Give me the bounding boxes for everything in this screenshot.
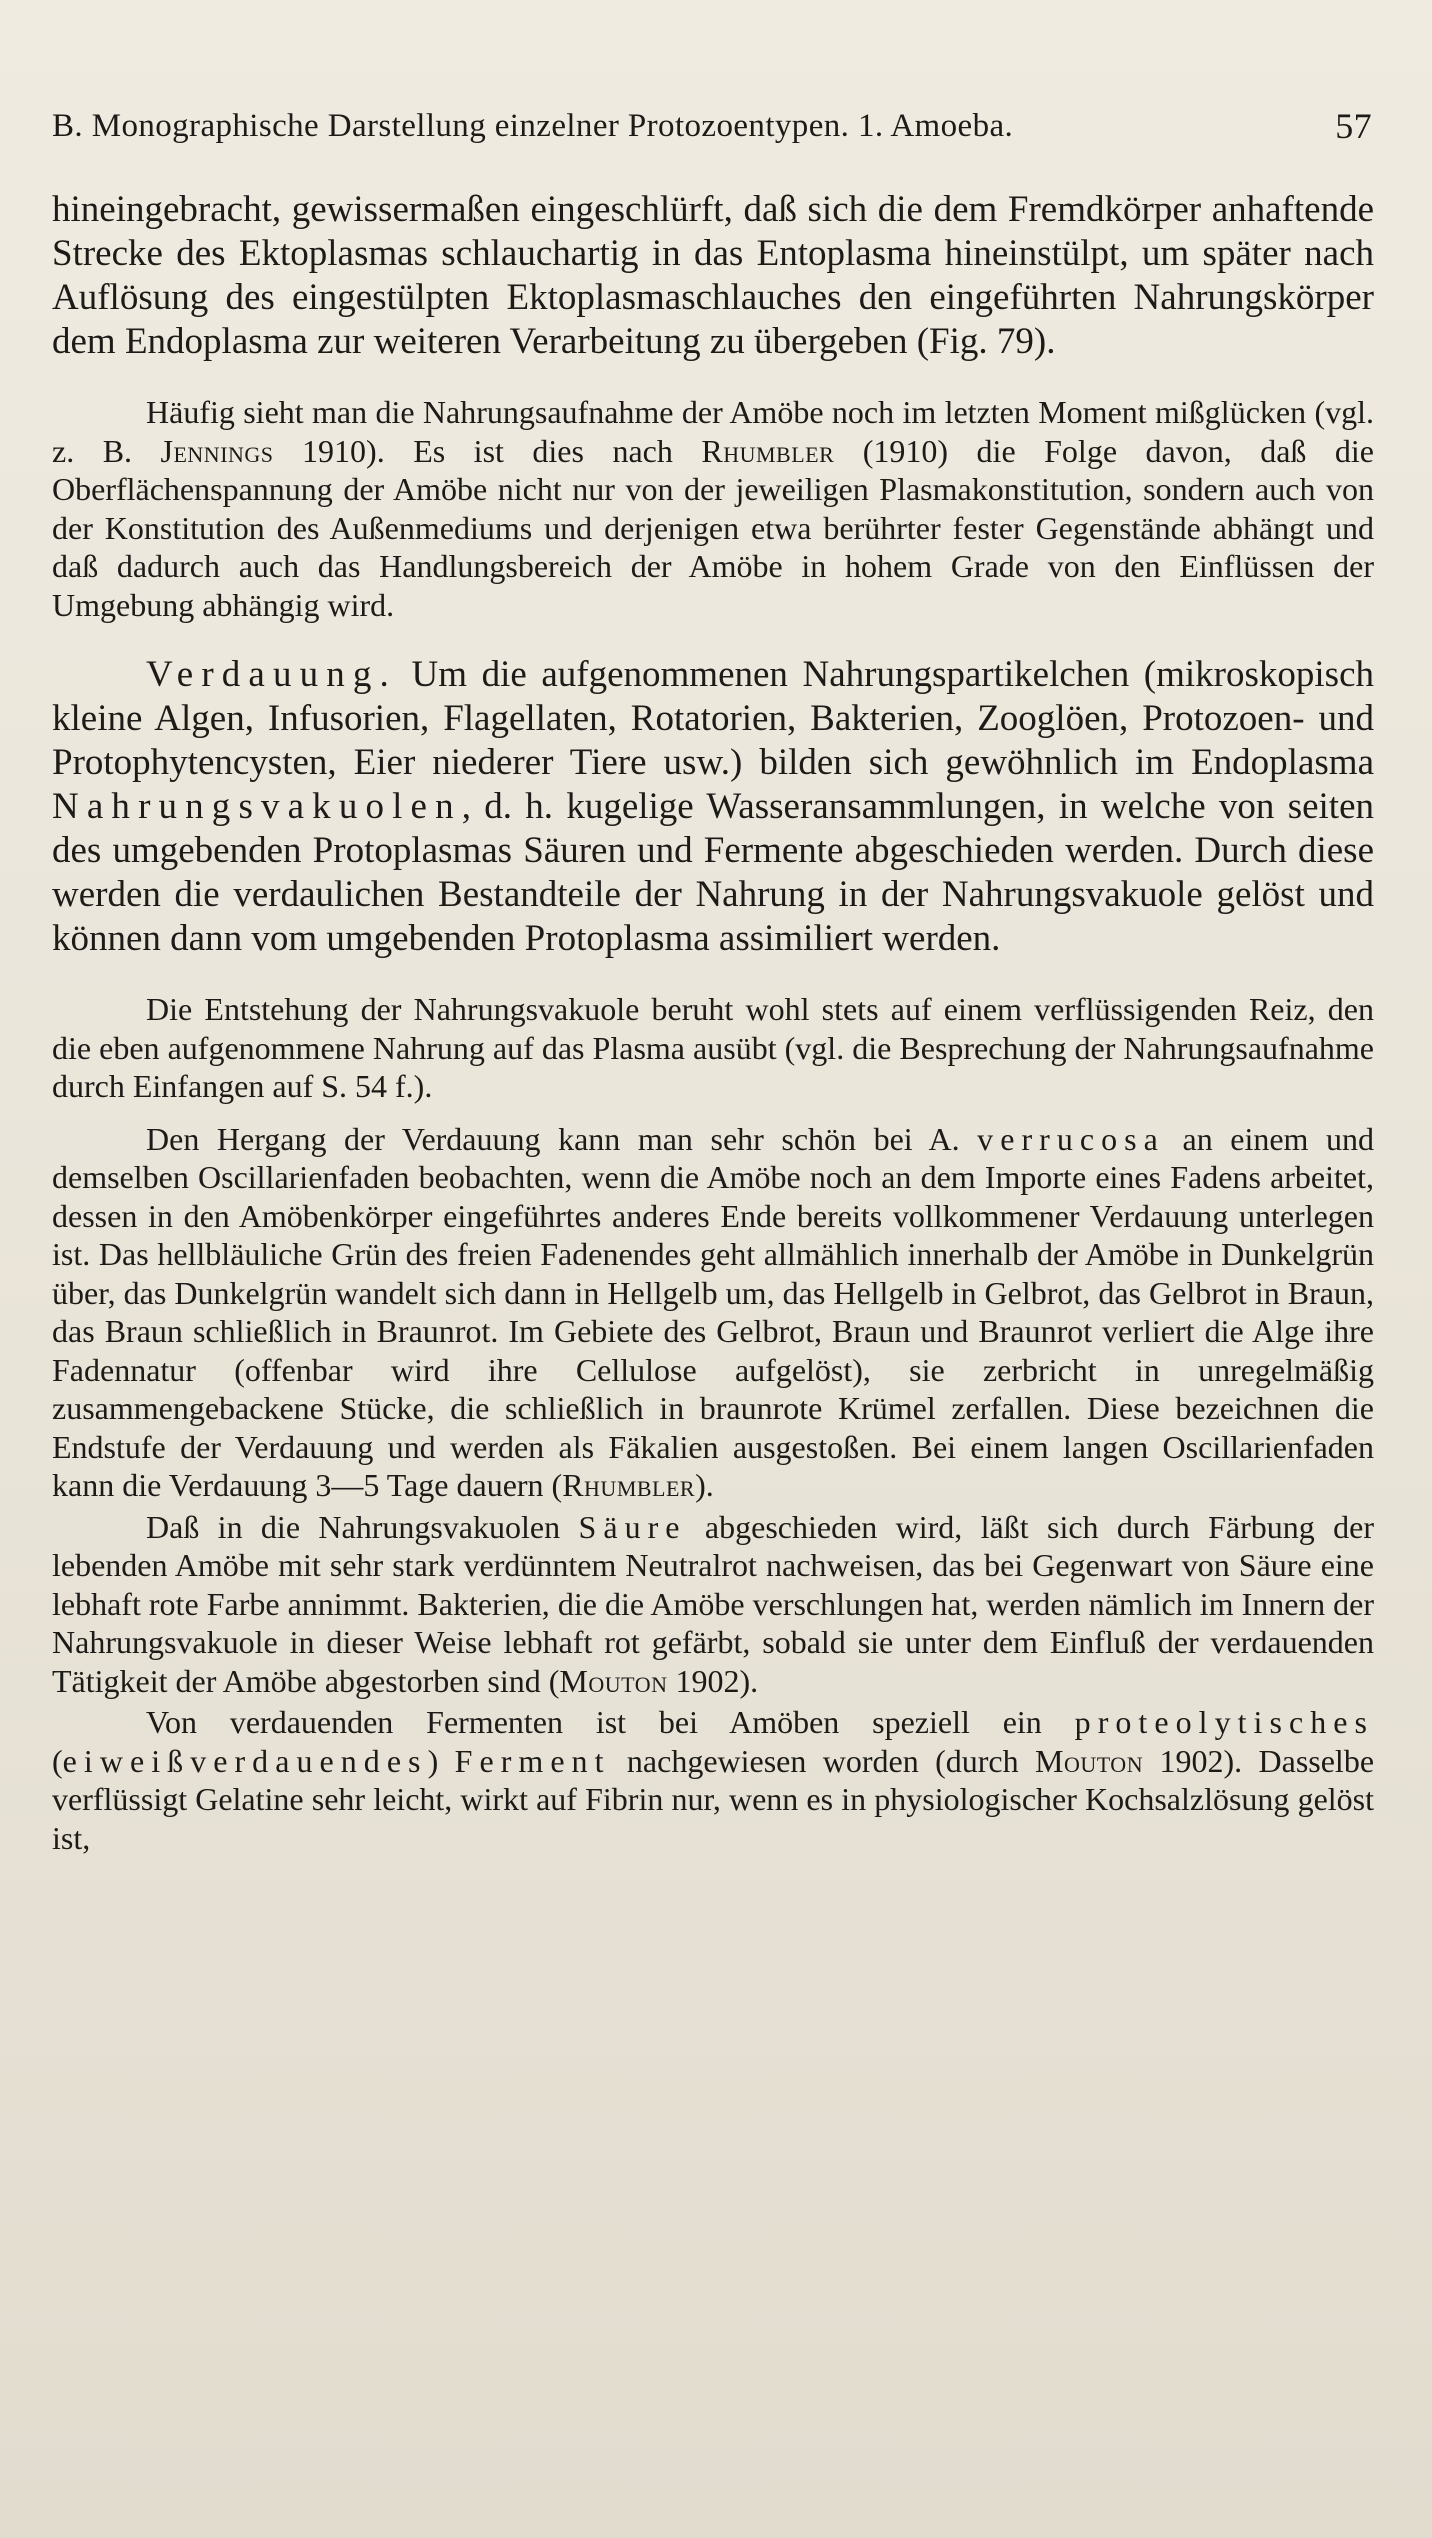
page-number: 57 [1335, 106, 1372, 146]
paragraph-ferments: Von verdauenden Fermenten ist bei Amöben speziell ein proteolytisches (eiweißverdauendes) Ferment nachgewiesen worden (durch Mouton 1902). Dasselbe verflüssigt Gelatine sehr leicht, wirkt auf Fibrin nur, wenn es in physiologischer Kochsalzlösung gelöst ist, [52, 1704, 1375, 1856]
spaced-term: proteolytisches [1074, 1704, 1374, 1740]
author-citation: Rhumbler [562, 1467, 696, 1503]
spaced-term: Ferment [454, 1742, 611, 1779]
author-citation: Mouton [1035, 1742, 1144, 1779]
paragraph-digestion: Verdauung. Um die aufgenommenen Nahrungspartikelchen (mikroskopisch kleine Algen, Infusorien, Flagellaten, Rotatorien, Bakterien, Zooglöen, Protozoen- und Protophytencysten, Eier niederer Tiere usw.) bilden sich gewöhnlich im Endoplasma Nahrungsvakuolen, d. h. kugelige Wasseransammlungen, in welche von seiten des umgebenden Protoplasmas Säuren und Fermente abgeschieden werden. Durch diese werden die verdaulichen Bestandteile der Nahrung in der Nahrungsvakuole gelöst und können dann vom umgebenden Protoplasma assimiliert werden. [52, 654, 1374, 959]
author-citation: Jennings [160, 432, 274, 469]
paragraph-digestion-course: Den Hergang der Verdauung kann man sehr schön bei A. verrucosa an einem und demselben Oscillarienfaden beobachten, wenn die Amöbe noch an dem Importe eines Fadens arbeitet, dessen in den Amöbenkörper eingeführtes anderes Ende bereits vollkommener Verdauung unterlegen ist. Das hellbläuliche Grün des freien Fadenendes geht allmählich innerhalb der Amöbe in Dunkelgrün über, das Dunkelgrün wandelt sich dann in Hellgelb um, das Hellgelb in Gelbrot, das Gelbrot in Braun, das Braun schließlich in Braunrot. Im Gebiete des Gelbrot, Braun und Braunrot verliert die Alge ihre Fadennatur (offenbar wird ihre Cellulose aufgelöst), sie zerbricht in unregelmäßig zusammengebackene Stücke, die schließlich in braunrote Krümel zerfallen. Diese bezeichnen die Endstufe der Verdauung und werden als Fäkalien ausgestoßen. Bei einem langen Oscillarienfaden kann die Verdauung 3—5 Tage dauern (Rhumbler). [52, 1120, 1375, 1503]
spaced-term: Säure [578, 1508, 687, 1545]
spaced-term: Nahrungsvakuolen [52, 786, 462, 827]
paragraph-acid: Daß in die Nahrungsvakuolen Säure abgeschieden wird, läßt sich durch Färbung der lebenden Amöbe mit sehr stark verdünntem Neutralrot nachweisen, das bei Gegenwart von Säure eine lebhaft rote Farbe annimmt. Bakterien, die die Amöbe verschlungen hat, werden nämlich im Innern der Nahrungsvakuole in dieser Weise lebhaft rot gefärbt, sobald sie unter dem Einfluß der verdauenden Tätigkeit der Amöbe abgestorben sind (Mouton 1902). [52, 1508, 1375, 1699]
running-title: B. Monographische Darstellung einzelner Protozoentypen. 1. Amoeba. [52, 108, 1014, 144]
author-citation: Rhumbler [701, 432, 835, 469]
species-name: verrucosa [977, 1120, 1165, 1157]
page-body [52, 188, 1374, 1857]
author-citation: Mouton [559, 1662, 668, 1699]
running-header [52, 96, 1372, 156]
paragraph-vacuole-origin: Die Entstehung der Nahrungsvakuole beruht wohl stets auf einem verflüssigenden Reiz, den die eben aufgenommene Nahrung auf das Plasma ausübt (vgl. die Besprechung der Nahrungsaufnahme durch Einfangen auf S. 54 f.). [52, 991, 1374, 1104]
paragraph-failed-intake: Häufig sieht man die Nahrungsaufnahme der Amöbe noch im letzten Moment mißglücken (vgl. z. B. Jennings 1910). Es ist dies nach Rhumbler (1910) die Folge davon, daß die Oberflächenspannung der Amöbe nicht nur von der jeweiligen Plasmakonstitution, sondern auch von der Konstitution des Außenmediums und derjenigen etwa berührter fester Gegenstände abhängt und daß dadurch auch das Handlungsbereich der Amöbe in hohem Grade von den Einflüssen der Umgebung abhängig wird. [52, 394, 1374, 623]
section-heading-verdauung: Verdauung. [146, 654, 397, 695]
paragraph-food-intake-end [52, 188, 1374, 364]
paragraph-text: hineingebracht, gewissermaßen eingeschlürft, daß sich die dem Fremdkörper anhaftende Strecke des Ektoplasmas schlauchartig in das Entoplasma hineinstülpt, um später nach Auflösung des eingestülpten Ektoplasmaschlauches den eingeführten Nahrungskörper dem Endoplasma zur weiteren Verarbeitung zu übergeben (Fig. 79). [52, 189, 1374, 362]
spaced-term: eiweißverdauendes [62, 1742, 428, 1779]
